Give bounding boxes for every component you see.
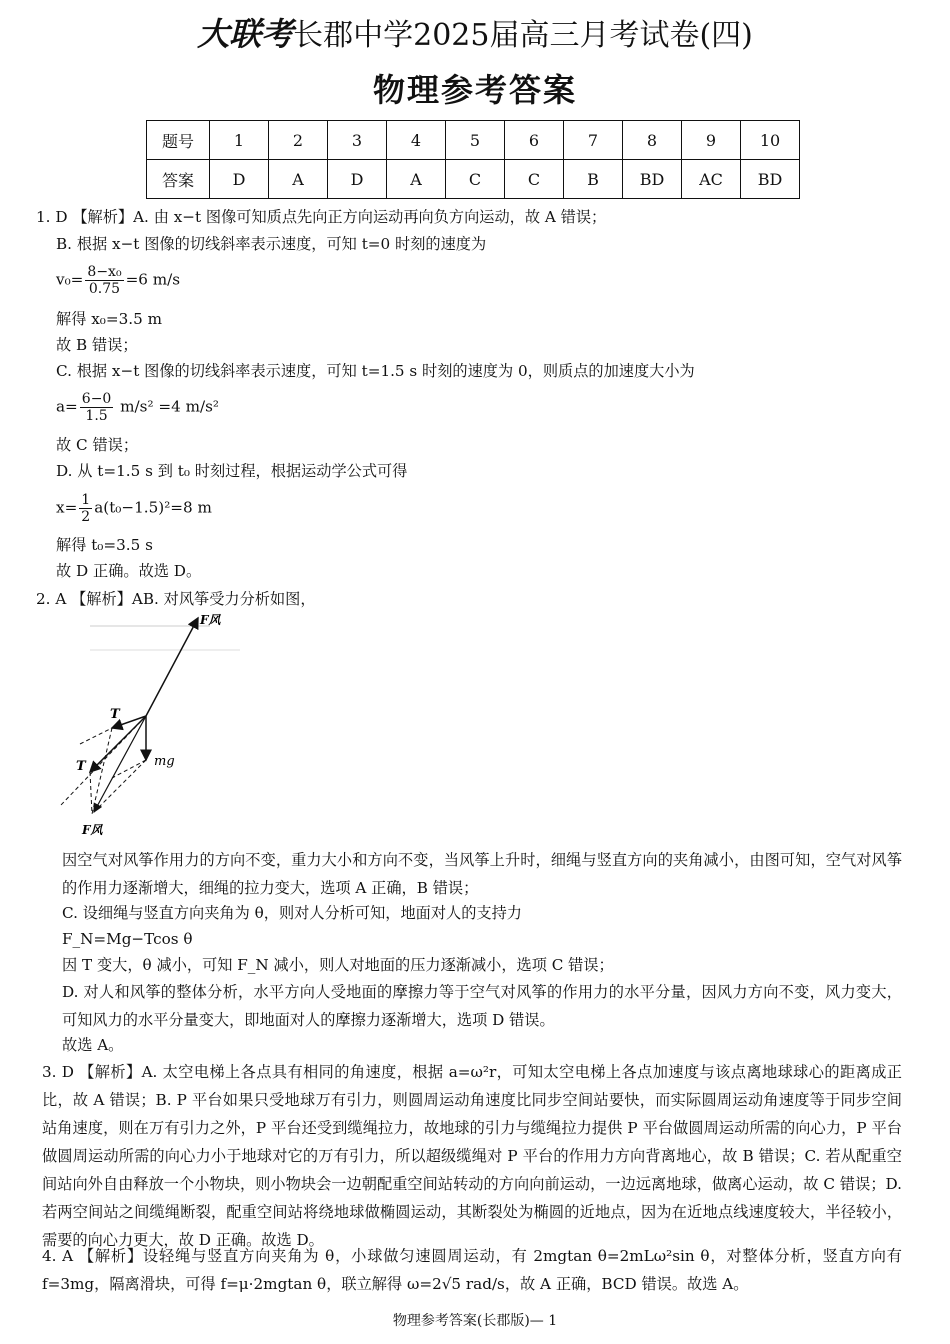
label-t-upper: T: [110, 707, 120, 722]
q2-paragraph-2: D. 对人和风筝的整体分析，水平方向人受地面的摩擦力等于空气对风筝的作用力的水平分量，因风力方向不变，风力变大，可知风力的水平分量变大，即地面对人的摩擦力逐渐增大，选项 D 错误。: [62, 983, 902, 1029]
q1-line-5: C. 根据 x−t 图像的切线斜率表示速度，可知 t=1.5 s 时刻的速度为 0，则质点的加速度大小为: [56, 362, 695, 380]
brand-logo-text: 大联考: [197, 15, 294, 53]
eq1-left: v₀=: [56, 270, 84, 289]
eq3-left: x=: [56, 498, 78, 517]
answer-cell: D: [210, 160, 269, 199]
page-footer: 物理参考答案(长郡版)— 1: [392, 1313, 558, 1329]
answer-table-row-answers: [147, 160, 800, 199]
q1-equation-2: [56, 391, 219, 424]
question-number: 1: [210, 121, 269, 160]
answer-cell: D: [328, 160, 387, 199]
answer-cell: A: [387, 160, 446, 199]
eq1-numerator: 8−x₀: [87, 264, 122, 280]
label-f-wind-top: F风: [200, 613, 221, 627]
eq2-left: a=: [56, 397, 78, 416]
q2-line-3: F_N=Mg−Tcos θ: [62, 930, 193, 948]
answer-cell: AC: [682, 160, 741, 199]
row-label-answers: 答案: [147, 160, 210, 199]
eq3-denominator: 2: [81, 509, 91, 525]
question-number: 9: [682, 121, 741, 160]
eq2-fraction: [80, 391, 114, 424]
wind-force-arrow: [146, 618, 198, 716]
kite-force-diagram: [50, 610, 250, 842]
eq2-numerator: 6−0: [81, 391, 112, 407]
q1-line-4: 故 B 错误；: [56, 336, 138, 354]
q1-equation-3: [56, 492, 212, 525]
label-f-wind-bottom: F风: [82, 823, 103, 837]
question-number: 4: [387, 121, 446, 160]
page-subtitle: 物理参考答案: [372, 71, 577, 109]
q1-line-1: 1. D 【解析】A. 由 x−t 图像可知质点先向正方向运动再向负方向运动，故 A 错误；: [36, 208, 607, 226]
q2-line-4: 因 T 变大，θ 减小，可知 F_N 减小，则人对地面的压力逐渐减小，选项 C 错误；: [62, 956, 614, 974]
q1-line-9: 故 D 正确。故选 D。: [56, 562, 202, 580]
q2-line-1: 2. A 【解析】AB. 对风筝受力分析如图，: [36, 590, 316, 608]
answer-cell: BD: [623, 160, 682, 199]
eq1-denominator: 0.75: [88, 281, 121, 297]
question-number: 10: [741, 121, 800, 160]
q1-line-2: B. 根据 x−t 图像的切线斜率表示速度，可知 t=0 时刻的速度为: [56, 235, 487, 253]
q2-line-5: 故选 A。: [62, 1036, 124, 1054]
q1-line-3: 解得 x₀=3.5 m: [56, 310, 162, 328]
tension-arrow-lower: [90, 716, 146, 772]
question-number: 5: [446, 121, 505, 160]
answer-cell: C: [446, 160, 505, 199]
question-number: 7: [564, 121, 623, 160]
dashed-construction-line: [92, 728, 112, 814]
answer-table-row-numbers: [147, 121, 800, 160]
q2-line-2: C. 设细绳与竖直方向夹角为 θ，则对人分析可知，地面对人的支持力: [62, 904, 522, 922]
dashed-construction-line: [90, 772, 92, 814]
eq1-right: =6 m/s: [125, 270, 181, 289]
eq3-numerator: 1: [81, 492, 91, 508]
q1-line-7: D. 从 t=1.5 s 到 t₀ 时刻过程，根据运动学公式可得: [56, 462, 408, 480]
question-number: 6: [505, 121, 564, 160]
eq3-right: a(t₀−1.5)²=8 m: [94, 498, 212, 517]
dashed-construction-line: [92, 760, 146, 814]
eq2-right: m/s² =4 m/s²: [115, 397, 220, 416]
dashed-construction-line: [80, 728, 112, 744]
exam-title-text: 长郡中学2025届高三月考试卷(四): [293, 18, 753, 53]
question-number: 8: [623, 121, 682, 160]
answer-cell: BD: [741, 160, 800, 199]
q1-line-8: 解得 t₀=3.5 s: [56, 536, 153, 554]
q1-line-6: 故 C 错误；: [56, 436, 139, 454]
row-label-numbers: 题号: [147, 121, 210, 160]
q2-paragraph-1: 因空气对风筝作用力的方向不变，重力大小和方向不变，当风筝上升时，细绳与竖直方向的夹角减小，由图可知，空气对风筝的作用力逐渐增大，细绳的拉力变大，选项 A 正确，B 错误；: [62, 851, 902, 897]
answer-table: [146, 120, 800, 199]
question-number: 3: [328, 121, 387, 160]
q4-paragraph: 4. A 【解析】设轻绳与竖直方向夹角为 θ，小球做匀速圆周运动，有 2mgtan θ=2mLω²sin θ，对整体分析，竖直方向有 f=3mg，隔离滑块，可得 f=μ·2mgtan θ，联立解得 ω=2√5 rad/s，故 A 正确，BCD 错误。故选 A。: [42, 1247, 902, 1293]
question-number: 2: [269, 121, 328, 160]
answer-cell: C: [505, 160, 564, 199]
answer-cell: B: [564, 160, 623, 199]
eq3-fraction: [79, 492, 92, 525]
q1-equation-1: [56, 264, 180, 297]
answer-cell: A: [269, 160, 328, 199]
exam-title: [0, 14, 950, 56]
label-mg: mg: [154, 754, 175, 769]
label-t-lower: T: [76, 759, 86, 774]
eq2-denominator: 1.5: [85, 408, 108, 424]
eq1-fraction: [85, 264, 123, 297]
q3-paragraph: 3. D 【解析】A. 太空电梯上各点具有相同的角速度，根据 a=ω²r，可知太空电梯上各点加速度与该点离地球球心的距离成正比，故 A 错误；B. P 平台如果只受地球万有引力，则圆周运动角速度比同步空间站要快，而实际圆周运动角速度等于同步空间站角速度，则在万有引力之外，P 平台还受到缆绳拉力，故地球的引力与缆绳拉力提供 P 平台做圆周运动所需的向心力，P 平台做圆周运动所需的向心力小于地球对它的万有引力，所以超级缆绳对 P 平台的作用力方向背离地心，故 B 错误；C. 若从配重空间站向外自由释放一个小物块，则小物块会一边朝配重空间站转动的方向向前运动，一边远离地球，做离心运动，故 C 错误；D. 若两空间站之间缆绳断裂，配重空间站将绕地球做椭圆运动，其断裂处为椭圆的近地点，因为在近地点线速度较大，半径较小，需要的向心力更大，故 D 正确。故选 D。: [42, 1063, 902, 1249]
